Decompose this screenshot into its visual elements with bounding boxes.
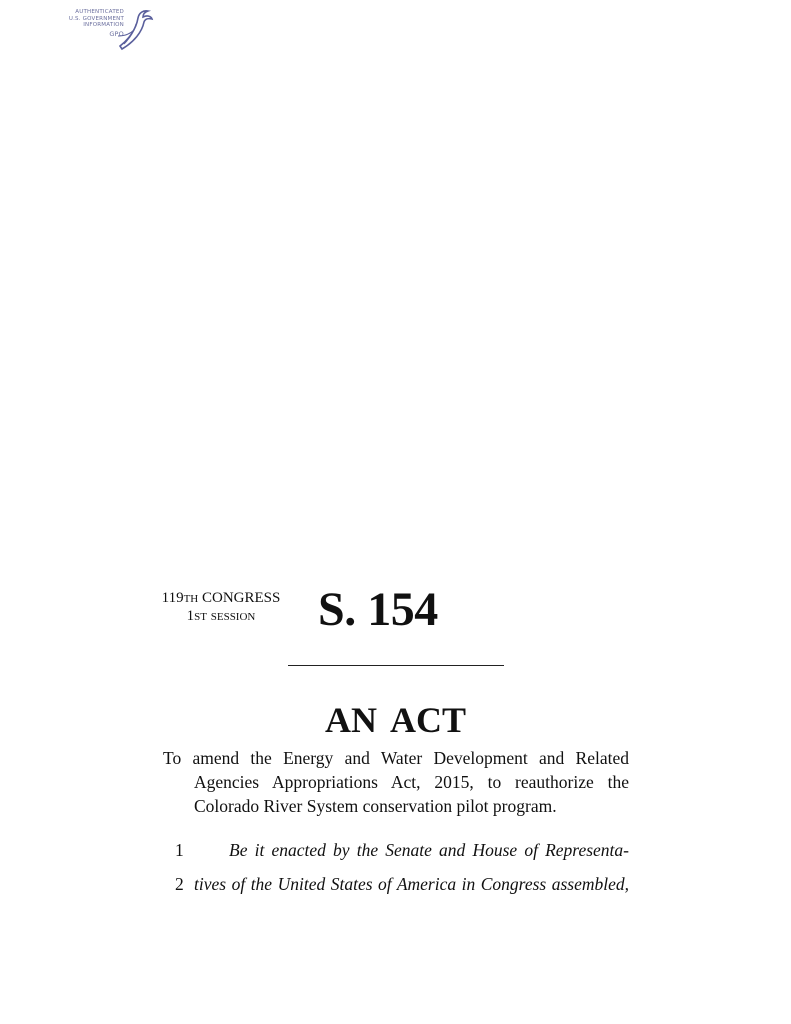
- session-number-suffix: ST: [194, 611, 207, 623]
- purpose-line-2: Agencies Appropriations Act, 2015, to reauthorize the: [194, 772, 629, 792]
- congress-line: [148, 590, 294, 608]
- enacting-clause-text: Be it enacted by the Senate and House of Representa-: [229, 840, 629, 860]
- purpose-line-1: To amend the Energy and Water Development and Related: [163, 748, 629, 768]
- seal-text-government: U.S. GOVERNMENT: [68, 15, 124, 22]
- session-word: SESSION: [210, 611, 256, 623]
- enacting-clause-text: tives of the United States of America in Congress assembled,: [194, 874, 629, 894]
- session-line: [148, 608, 294, 626]
- congress-word: CONGRESS: [202, 590, 281, 606]
- purpose-line-3: Colorado River System conservation pilot program.: [194, 796, 557, 816]
- session-number: 1: [186, 608, 195, 624]
- seal-text-gpo: GPO: [109, 30, 124, 38]
- eagle-icon: [114, 6, 154, 52]
- gpo-authentication-seal: [62, 6, 154, 52]
- congress-number: 119: [161, 590, 184, 606]
- seal-text-authenticated: AUTHENTICATED: [75, 9, 124, 15]
- line-number: 1: [175, 840, 184, 860]
- seal-text-information: INFORMATION: [83, 22, 124, 28]
- congress-session-block: [148, 590, 294, 626]
- divider-rule: [288, 665, 504, 666]
- congress-number-suffix: TH: [183, 593, 199, 605]
- line-number: 2: [175, 874, 184, 894]
- act-title: AN ACT: [324, 700, 467, 740]
- purpose-clause: [163, 746, 629, 818]
- bill-number: S. 154: [318, 583, 438, 636]
